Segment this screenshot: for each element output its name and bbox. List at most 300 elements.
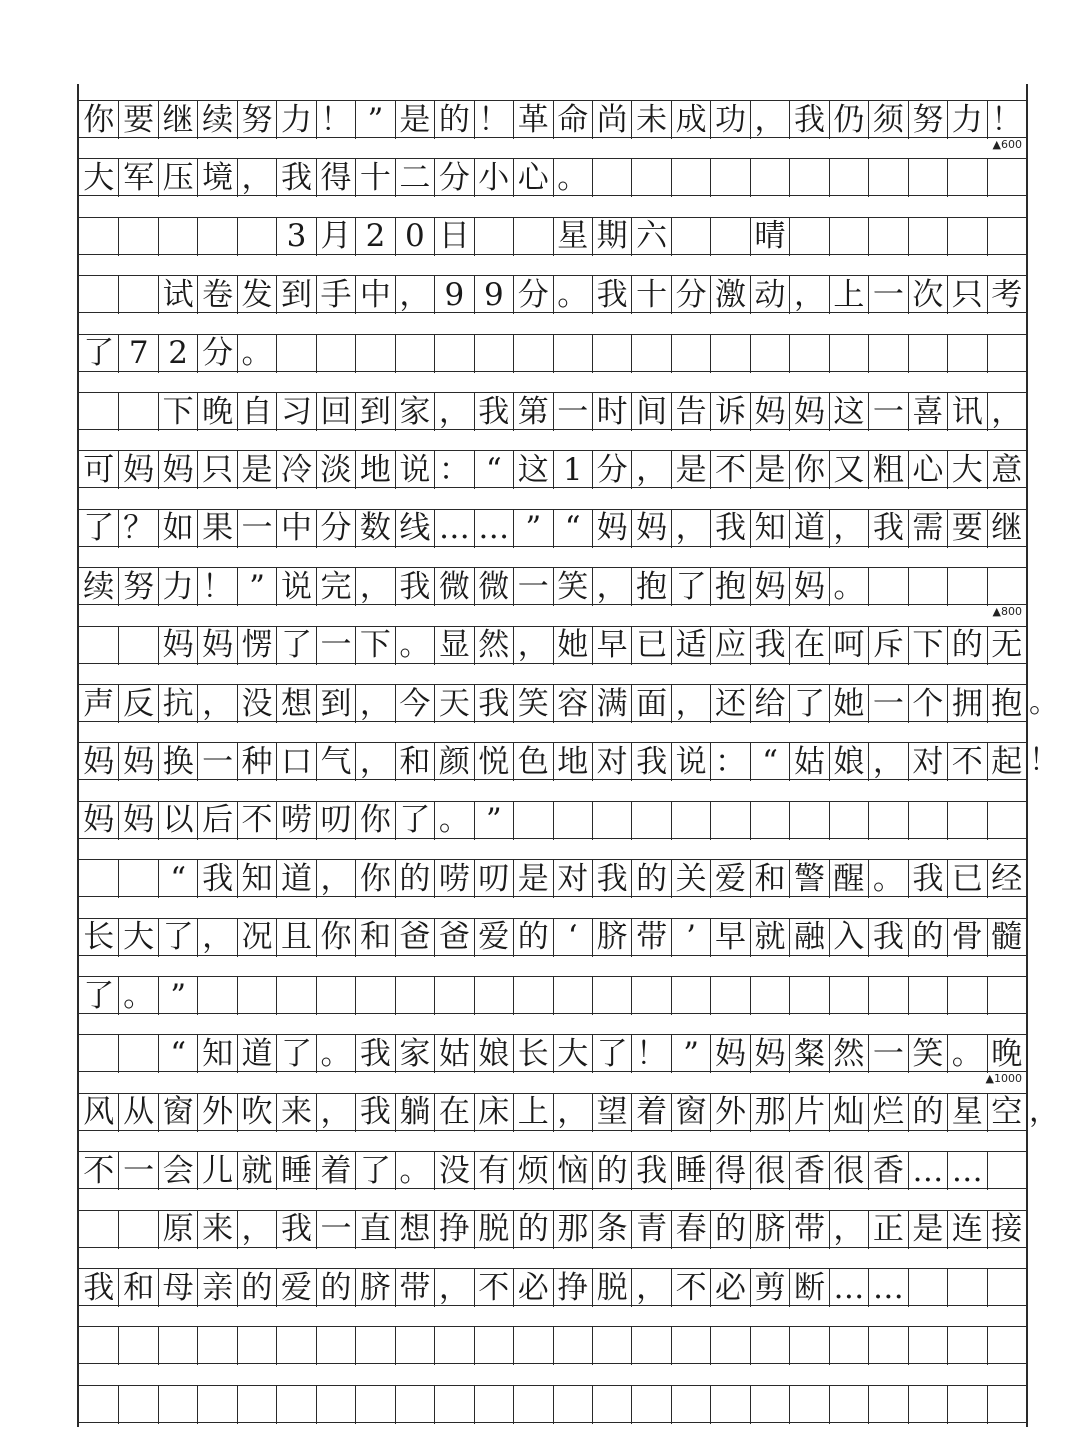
grid-cell: [513, 802, 552, 840]
grid-strip: [79, 1385, 1026, 1423]
grid-cell: [276, 1327, 315, 1365]
grid-cell: 你: [789, 451, 828, 489]
grid-cell: [395, 1327, 434, 1365]
grid-cell: ，: [789, 276, 828, 314]
grid-cell: ？: [118, 510, 157, 548]
grid-cell: 来: [276, 1094, 315, 1132]
grid-cell: [908, 218, 947, 256]
grid-cell: 六: [631, 218, 670, 256]
grid-cell: 晚: [987, 1035, 1026, 1073]
grid-cell: 淡: [316, 451, 355, 489]
grid-strip: [79, 918, 1026, 956]
grid-strip: [79, 1151, 1026, 1189]
grid-cell: 。: [829, 568, 868, 606]
grid-cell: [592, 802, 631, 840]
grid-cell: [750, 1386, 789, 1424]
grid-cell: [908, 568, 947, 606]
grid-cell: 睡: [276, 1152, 315, 1190]
grid-cell: 星: [553, 218, 592, 256]
grid-cell: 醒: [829, 860, 868, 898]
grid-cell: 分: [513, 276, 552, 314]
grid-cell: 继: [987, 510, 1026, 548]
grid-cell: [631, 1386, 670, 1424]
grid-cell: 诉: [710, 393, 749, 431]
grid-cell: 挣: [553, 1269, 592, 1307]
grid-cell: [789, 159, 828, 197]
grid-cell: 。: [118, 977, 157, 1015]
grid-cell: 妈: [83, 743, 115, 780]
grid-cell: 骨: [947, 919, 986, 957]
grid-cell: 粲: [789, 1035, 828, 1073]
grid-cell: [513, 335, 552, 373]
grid-cell: 脐: [592, 919, 631, 957]
grid-cell: ’: [671, 919, 710, 957]
grid-row: [79, 1326, 1026, 1384]
grid-cell: 亲: [197, 1269, 236, 1307]
grid-cell: [118, 1211, 157, 1249]
grid-cell: 没: [237, 685, 276, 723]
grid-cell: 道: [276, 860, 315, 898]
grid-cell: 没: [434, 1152, 473, 1190]
grid-cell: 一: [316, 627, 355, 665]
grid-row: [79, 1385, 1026, 1443]
grid-cell: [710, 335, 749, 373]
grid-cell: 动: [750, 276, 789, 314]
grid-cell: 条: [592, 1211, 631, 1249]
grid-row: [79, 334, 1026, 392]
grid-cell: ！: [197, 568, 236, 606]
grid-cell: [79, 393, 118, 431]
grid-cell: 妈: [710, 1035, 749, 1073]
grid-cell: [79, 860, 118, 898]
grid-cell: ，: [197, 685, 236, 723]
grid-cell: 她: [553, 627, 592, 665]
grid-cell: 的: [908, 919, 947, 957]
grid-row: [79, 1093, 1059, 1151]
grid-cell: 着: [631, 1094, 670, 1132]
grid-cell: 境: [197, 159, 236, 197]
grid-cell: 脱: [474, 1211, 513, 1249]
grid-cell: 你: [83, 101, 115, 138]
grid-cell: 和: [118, 1269, 157, 1307]
grid-strip: [79, 801, 1026, 839]
grid-cell: 1: [553, 451, 592, 489]
grid-cell: 我: [789, 101, 828, 139]
grid-cell: 斥: [868, 627, 907, 665]
grid-cell: ：: [710, 743, 749, 781]
grid-cell: 长: [513, 1035, 552, 1073]
grid-cell: 色: [513, 743, 552, 781]
grid-cell: 一: [197, 743, 236, 781]
grid-cell: ，: [829, 1211, 868, 1249]
grid-cell: 躺: [395, 1094, 434, 1132]
grid-cell: [868, 159, 907, 197]
grid-cell: [118, 1035, 157, 1073]
grid-cell: 带: [631, 919, 670, 957]
grid-cell: [513, 1386, 552, 1424]
grid-cell: 一: [118, 1152, 157, 1190]
grid-cell: 一: [513, 568, 552, 606]
grid-cell: ”: [671, 1035, 710, 1073]
grid-cell: 长: [83, 919, 115, 956]
grid-cell: [197, 218, 236, 256]
grid-cell: [118, 276, 157, 314]
grid-cell: 到: [276, 276, 315, 314]
grid-cell: 的: [592, 1152, 631, 1190]
grid-cell: 只: [947, 276, 986, 314]
grid-cell: 了: [276, 1035, 315, 1073]
grid-cell: 烦: [513, 1152, 552, 1190]
grid-cell: [750, 802, 789, 840]
grid-cell: [987, 802, 1026, 840]
grid-row: [79, 859, 1026, 917]
grid-cell: 仍: [829, 101, 868, 139]
grid-cell: [79, 1035, 118, 1073]
grid-cell: 你: [316, 919, 355, 957]
grid-cell: [789, 218, 828, 256]
grid-cell: 的: [434, 101, 473, 139]
grid-cell: 已: [631, 627, 670, 665]
grid-cell: 脱: [592, 1269, 631, 1307]
grid-strip: [79, 1093, 1059, 1131]
grid-cell: 就: [237, 1152, 276, 1190]
grid-cell: 地: [355, 451, 394, 489]
grid-cell: 知: [750, 510, 789, 548]
grid-cell: [474, 1327, 513, 1365]
grid-cell: 很: [829, 1152, 868, 1190]
grid-cell: 大: [118, 919, 157, 957]
grid-cell: 。: [395, 1152, 434, 1190]
grid-cell: 面: [631, 685, 670, 723]
grid-cell: ，: [434, 1269, 473, 1307]
grid-cell: 我: [592, 860, 631, 898]
grid-cell: 笑: [553, 568, 592, 606]
grid-cell: 爸: [434, 919, 473, 957]
grid-row: [79, 918, 1026, 976]
grid-cell: ，: [237, 1211, 276, 1249]
grid-cell: 起: [987, 743, 1026, 781]
grid-cell: 革: [513, 101, 552, 139]
grid-cell: 空: [987, 1094, 1026, 1132]
grid-cell: [316, 335, 355, 373]
grid-cell: 脐: [750, 1211, 789, 1249]
grid-cell: 我: [276, 159, 315, 197]
grid-cell: 抱: [710, 568, 749, 606]
grid-cell: 还: [710, 685, 749, 723]
grid-cell: 9: [434, 276, 473, 314]
grid-cell: ，: [316, 860, 355, 898]
grid-cell: 微: [434, 568, 473, 606]
grid-cell: 冷: [276, 451, 315, 489]
grid-cell: 不: [947, 743, 986, 781]
grid-cell: [118, 393, 157, 431]
grid-cell: 口: [276, 743, 315, 781]
grid-cell: [79, 276, 118, 314]
grid-cell: [158, 218, 197, 256]
grid-cell: [908, 1386, 947, 1424]
grid-cell: 天: [434, 685, 473, 723]
grid-cell: 姑: [789, 743, 828, 781]
grid-cell: 的: [513, 919, 552, 957]
grid-cell: 。: [434, 802, 473, 840]
grid-cell: …: [434, 510, 473, 548]
grid-cell: 要: [118, 101, 157, 139]
grid-cell: 必: [513, 1269, 552, 1307]
grid-cell: 了: [83, 510, 115, 547]
grid-cell: [947, 159, 986, 197]
grid-cell: 续: [197, 101, 236, 139]
grid-cell: 显: [434, 627, 473, 665]
grid-cell: [79, 218, 118, 256]
grid-cell: [789, 335, 828, 373]
grid-cell: 粗: [868, 451, 907, 489]
grid-cell: 烂: [868, 1094, 907, 1132]
grid-cell: [947, 1386, 986, 1424]
grid-cell: 髓: [987, 919, 1026, 957]
grid-cell: [434, 1327, 473, 1365]
grid-cell: [710, 1327, 749, 1365]
grid-cell: 。: [553, 276, 592, 314]
grid-cell: 是: [671, 451, 710, 489]
grid-cell: …: [829, 1269, 868, 1307]
grid-cell: 果: [197, 510, 236, 548]
grid-cell: [868, 977, 907, 1015]
grid-cell: 呵: [829, 627, 868, 665]
grid-cell: 很: [750, 1152, 789, 1190]
grid-cell: [987, 159, 1026, 197]
grid-cell: [395, 335, 434, 373]
grid-cell: 和: [355, 919, 394, 957]
grid-cell: [474, 1386, 513, 1424]
grid-cell: 说: [276, 568, 315, 606]
grid-cell: 正: [868, 1211, 907, 1249]
grid-cell: 想: [276, 685, 315, 723]
grid-cell: 知: [197, 1035, 236, 1073]
grid-strip: [79, 626, 1026, 664]
grid-cell: 的: [316, 1269, 355, 1307]
grid-cell: 脐: [355, 1269, 394, 1307]
grid-cell: 我: [197, 860, 236, 898]
grid-row: [79, 217, 1026, 275]
grid-cell: 了: [158, 919, 197, 957]
grid-cell: 完: [316, 568, 355, 606]
grid-cell: [631, 977, 670, 1015]
grid-cell: 回: [316, 393, 355, 431]
grid-cell: [158, 1386, 197, 1424]
grid-cell: 努: [118, 568, 157, 606]
grid-cell: 一: [237, 510, 276, 548]
grid-cell: 窗: [158, 1094, 197, 1132]
grid-cell: 妈: [83, 802, 115, 839]
grid-strip: [79, 100, 1026, 138]
grid-cell: 她: [829, 685, 868, 723]
grid-cell: 得: [316, 159, 355, 197]
grid-cell: 功: [710, 101, 749, 139]
grid-cell: 你: [355, 802, 394, 840]
grid-cell: [592, 159, 631, 197]
grid-cell: 上: [829, 276, 868, 314]
grid-cell: 来: [197, 1211, 236, 1249]
grid-cell: 入: [829, 919, 868, 957]
grid-cell: 妈: [750, 393, 789, 431]
grid-cell: 手: [316, 276, 355, 314]
grid-cell: 十: [631, 276, 670, 314]
grid-cell: 力: [158, 568, 197, 606]
grid-cell: 第: [513, 393, 552, 431]
grid-cell: [276, 977, 315, 1015]
grid-cell: [474, 977, 513, 1015]
grid-cell: [237, 218, 276, 256]
grid-cell: [868, 802, 907, 840]
grid-cell: 继: [158, 101, 197, 139]
grid-cell: [79, 1386, 118, 1424]
grid-row: [79, 801, 1026, 859]
grid-cell: ，: [750, 101, 789, 139]
grid-cell: 融: [789, 919, 828, 957]
grid-cell: 2: [355, 218, 394, 256]
grid-cell: 微: [474, 568, 513, 606]
grid-cell: 原: [158, 1211, 197, 1249]
grid-cell: 努: [908, 101, 947, 139]
grid-cell: 是: [750, 451, 789, 489]
grid-cell: ”: [355, 101, 394, 139]
grid-cell: 卷: [197, 276, 236, 314]
grid-cell: [355, 977, 394, 1015]
grid-cell: ：: [434, 451, 473, 489]
grid-cell: [710, 218, 749, 256]
grid-cell: ，: [355, 568, 394, 606]
grid-cell: [118, 627, 157, 665]
grid-cell: 努: [237, 101, 276, 139]
grid-cell: ，: [237, 159, 276, 197]
grid-cell: 我: [83, 1269, 115, 1306]
grid-cell: 爱: [276, 1269, 315, 1307]
composition-grid-paper: [77, 84, 1059, 1427]
grid-cell: 悦: [474, 743, 513, 781]
grid-cell: [908, 1269, 947, 1307]
grid-cell: [592, 1327, 631, 1365]
grid-cell: 妈: [197, 627, 236, 665]
grid-row: [79, 684, 1059, 742]
grid-cell: [947, 802, 986, 840]
grid-cell: 早: [592, 627, 631, 665]
grid-cell: 分: [316, 510, 355, 548]
grid-cell: 对: [553, 860, 592, 898]
grid-cell: 一: [868, 1035, 907, 1073]
grid-cell: [868, 218, 907, 256]
grid-cell: “: [553, 510, 592, 548]
grid-cell: 须: [868, 101, 907, 139]
grid-cell: 上: [513, 1094, 552, 1132]
grid-cell: 那: [750, 1094, 789, 1132]
grid-cell: 娘: [474, 1035, 513, 1073]
grid-row: [79, 450, 1026, 508]
grid-cell: [671, 802, 710, 840]
grid-cell: 家: [395, 393, 434, 431]
grid-cell: [947, 335, 986, 373]
grid-cell: [355, 1386, 394, 1424]
word-count-marker: ▲600: [992, 138, 1022, 151]
grid-cell: 愣: [237, 627, 276, 665]
grid-cell: 0: [395, 218, 434, 256]
grid-cell: ”: [474, 802, 513, 840]
grid-cell: “: [474, 451, 513, 489]
grid-cell: 春: [671, 1211, 710, 1249]
grid-cell: [947, 1327, 986, 1365]
grid-cell: 道: [789, 510, 828, 548]
grid-cell: 了: [395, 802, 434, 840]
grid-cell: 直: [355, 1211, 394, 1249]
grid-cell: [395, 977, 434, 1015]
grid-cell: [987, 1152, 1026, 1190]
grid-cell: 笑: [908, 1035, 947, 1073]
grid-cell: 可: [83, 451, 115, 488]
grid-cell: [355, 335, 394, 373]
grid-cell: 对: [908, 743, 947, 781]
grid-cell: 只: [197, 451, 236, 489]
grid-cell: 我: [868, 510, 907, 548]
grid-cell: 我: [395, 568, 434, 606]
grid-cell: ，: [395, 276, 434, 314]
grid-cell: [829, 1386, 868, 1424]
grid-cell: 且: [276, 919, 315, 957]
grid-cell: 压: [158, 159, 197, 197]
grid-cell: [750, 977, 789, 1015]
grid-cell: [513, 977, 552, 1015]
grid-cell: ”: [513, 510, 552, 548]
grid-cell: 要: [947, 510, 986, 548]
grid-cell: 这: [829, 393, 868, 431]
grid-cell: 对: [592, 743, 631, 781]
grid-cell: 心: [513, 159, 552, 197]
grid-cell: ，: [553, 1094, 592, 1132]
grid-strip: [79, 684, 1059, 722]
grid-cell: 然: [829, 1035, 868, 1073]
grid-cell: [750, 1327, 789, 1365]
grid-cell: [829, 1327, 868, 1365]
grid-cell: 的: [710, 1211, 749, 1249]
grid-cell: [631, 802, 670, 840]
grid-cell: [276, 335, 315, 373]
grid-cell: [947, 568, 986, 606]
grid-cell: 不: [671, 1269, 710, 1307]
grid-cell: 早: [710, 919, 749, 957]
grid-cell: 喜: [908, 393, 947, 431]
grid-cell: 到: [316, 685, 355, 723]
grid-cell: [908, 1327, 947, 1365]
grid-cell: 姑: [434, 1035, 473, 1073]
grid-cell: 我: [631, 1152, 670, 1190]
grid-cell: 的: [237, 1269, 276, 1307]
grid-cell: [987, 218, 1026, 256]
grid-cell: 晚: [197, 393, 236, 431]
grid-cell: 以: [158, 802, 197, 840]
grid-cell: [671, 159, 710, 197]
grid-cell: [789, 1327, 828, 1365]
grid-cell: [592, 1386, 631, 1424]
grid-cell: 日: [434, 218, 473, 256]
grid-cell: 抗: [158, 685, 197, 723]
grid-cell: 吹: [237, 1094, 276, 1132]
grid-cell: [513, 218, 552, 256]
grid-cell: 妈: [750, 568, 789, 606]
grid-cell: [789, 977, 828, 1015]
grid-cell: 窗: [671, 1094, 710, 1132]
grid-cell: 在: [789, 627, 828, 665]
grid-cell: [671, 1327, 710, 1365]
grid-cell: 种: [237, 743, 276, 781]
grid-cell: 。: [316, 1035, 355, 1073]
